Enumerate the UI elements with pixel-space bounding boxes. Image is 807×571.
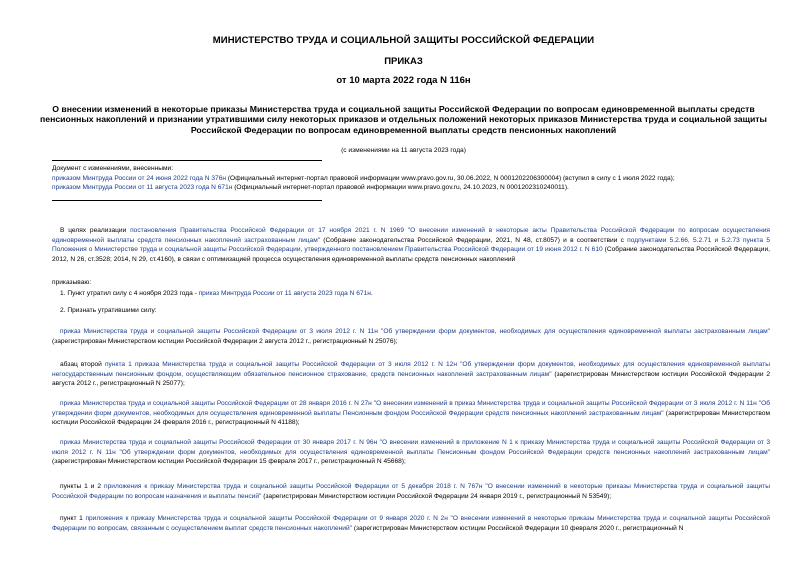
change-text: (Официальный интернет-портал правовой информации www.pravo.gov.ru, 30.06.2022, N 0001202206300004) (вступил в силу с 1 июля 2022 года); — [226, 174, 675, 182]
ministry-heading: МИНИСТЕРСТВО ТРУДА И СОЦИАЛЬНОЙ ЗАЩИТЫ РОССИЙСКОЙ ФЕДЕРАЦИИ — [212, 35, 595, 46]
revision-note: (с изменениями на 11 августа 2023 года) — [341, 147, 466, 154]
preamble-text: (Собрание законодательства Российской Федерации, 2021, N 48, ст.8057) и в соответствии с — [320, 236, 628, 244]
repealed-entry — [52, 482, 770, 501]
change-item — [52, 174, 772, 184]
repealed-entry-link[interactable]: приказ Министерства труда и социальной защиты Российской Федерации от 30 января 2017 г. N 96н "О внесении изменений в приложение N 1 к приказу Министерства труда и социальной защиты Российской Федерации от 3 июля 2012 г. N 11н "Об утверждении форм документов, необходимых для осуществления единовременной выплаты Пенсионным фондом Российской Федерации средств пенсионных накоплений застрахованным лицам" — [52, 439, 770, 456]
repealed-entry-link[interactable]: пункта 1 приказа Министерства труда и социальной защиты Российской Федерации от 3 июля 2012 г. N 12н "Об утверждении форм документов, необходимых для осуществления единовременной выплаты негосударственным пенсионным фондом, осуществляющим обязательное пенсионное страхование, средств пенсионных накоплений застрахованным лицам" — [52, 361, 770, 378]
repealed-entry-text: (зарегистрирован Министерством юстиции Российской Федерации 24 февраля 2016 г., регистрационный N 41188); — [52, 409, 770, 427]
preamble-text: (Собрание законодательства Российской Федерации, 2012, N 26, ст.3528; 2014, N 29, ст.4160), в связи с оптимизацией процесса осуществления единовременной выплаты средств пенсионных накоплений — [52, 246, 770, 263]
repealed-entry-text: (зарегистрирован Министерством юстиции Российской Федерации 2 августа 2012 г., регистрационный N 25076); — [52, 337, 398, 345]
item-1-end: . — [370, 290, 373, 297]
repealed-entry-pre: пункты 1 и 2 — [60, 483, 105, 490]
item-1 — [52, 289, 770, 299]
preamble-link[interactable]: подпунктами 5.2.66, 5.2.71 и 5.2.73 пункта 5 Положения о Министерстве труда и социальной защиты Российской Федерации, утвержденного постановлением Правительства Российской Федерации от 19 июня 2012 г. N 610 — [52, 236, 770, 254]
repealed-entry-pre: пункт 1 — [60, 515, 86, 522]
repealed-entry-pre: абзац второй — [60, 361, 105, 368]
repealed-entry-text: (зарегистрирован Министерством юстиции Российской Федерации 24 января 2019 г., регистрационный N 53549); — [261, 492, 612, 500]
changes-block — [52, 164, 772, 193]
repealed-entry-link[interactable]: приложения к приказу Министерства труда и социальной защиты Российской Федерации от 5 декабря 2018 г. N 767н "О внесении изменений в некоторые приказы Министерства труда и социальной защиты Российской Федерации по вопросам назначения и выплаты пенсий" — [52, 483, 770, 500]
divider-bottom — [52, 200, 322, 201]
changes-intro: Документ с изменениями, внесенными: — [52, 165, 174, 172]
preamble-link[interactable]: постановления Правительства Российской Федерации от 17 ноября 2021 г. N 1969 "О внесении изменений в некоторые акты Правительства Российской Федерации по вопросам осуществления единовременной выплаты средств пенсионных накоплений застрахованным лицам" — [52, 227, 771, 244]
divider-top — [52, 160, 322, 161]
change-item — [52, 183, 772, 193]
repealed-entry-text: (зарегистрирован Министерством юстиции Российской Федерации 15 февраля 2017 г., регистрационный N 45668); — [52, 458, 406, 466]
repealed-entry-text: (зарегистрирован Министерством юстиции Российской Федерации 10 февраля 2020 г., регистрационный N — [351, 524, 684, 532]
item-2: 2. Признать утратившими силу: — [60, 307, 157, 314]
repealed-entry-link[interactable]: приказ Министерства труда и социальной защиты Российской Федерации от 3 июля 2012 г. N 11н "Об утверждении форм документов, необходимых для осуществления единовременной выплаты застрахованным лицам" — [60, 328, 770, 335]
preamble-text: В целях реализации — [60, 227, 131, 234]
document-type: ПРИКАЗ — [384, 56, 423, 67]
item-1-text: 1. Пункт утратил силу с 4 ноября 2023 года - — [60, 290, 199, 297]
repealed-entry — [52, 327, 770, 346]
change-link[interactable]: приказом Минтруда России от 24 июня 2022 года N 376н — [52, 174, 227, 182]
repealed-entry-link[interactable]: приложения к приказу Министерства труда и социальной защиты Российской Федерации от 9 января 2020 г. N 2н "О внесении изменений в некоторые приказы Министерства труда и социальной защиты Российской Федерации по вопросам, связанным с осуществлением выплат средств пенсионных накоплений" — [52, 515, 770, 532]
repealed-entry — [52, 399, 770, 428]
change-text: (Официальный интернет-портал правовой информации www.pravo.gov.ru, 24.10.2023, N 0001202310240011). — [232, 184, 569, 192]
repealed-entry — [52, 438, 770, 467]
document-date-number: от 10 марта 2022 года N 116н — [336, 75, 471, 86]
repealed-entry — [52, 360, 770, 389]
order-word: приказываю: — [52, 279, 92, 286]
item-1-link[interactable]: приказ Минтруда России от 11 августа 2023 года N 671н — [198, 290, 371, 297]
change-link[interactable]: приказом Минтруда России от 11 августа 2023 года N 671н — [52, 184, 233, 192]
repealed-entry — [52, 514, 770, 533]
document-title: О внесении изменений в некоторые приказы Министерства труда и социальной защиты Российской Федерации по вопросам единовременной выплаты средств пенсионных накоплений и признании утратившими силу некоторых приказов и отдельных положений некоторых приказов Министерства труда и социальной защиты Российской Федерации по вопросам единовременной выплаты средств пенсионных накоплений — [40, 104, 767, 135]
repealed-entry-link[interactable]: приказ Министерства труда и социальной защиты Российской Федерации от 28 января 2016 г. N 27н "О внесении изменений в приказ Министерства труда и социальной защиты Российской Федерации от 3 июля 2012 г. N 11н "Об утверждении форм документов, необходимых для осуществления единовременной выплаты Пенсионным фондом Российской Федерации средств пенсионных накоплений застрахованным лицам" — [52, 400, 770, 417]
repealed-entry-text: (зарегистрирован Министерством юстиции Российской Федерации 2 августа 2012 г., регистрационный N 25077); — [52, 370, 770, 388]
preamble-paragraph — [52, 226, 770, 264]
